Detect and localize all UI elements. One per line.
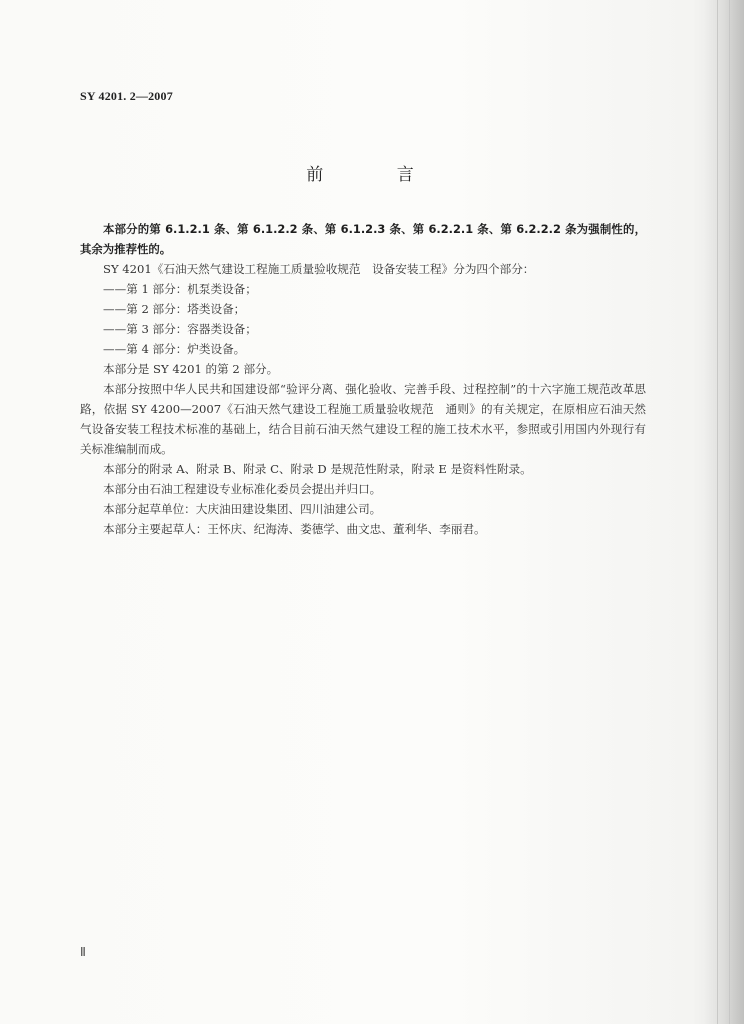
proposer-paragraph: 本部分由石油工程建设专业标准化委员会提出并归口。 (103, 482, 382, 496)
page-title: 前 言 (306, 165, 448, 185)
standard-number: SY 4201. 2—2007 (80, 89, 173, 103)
page-edge-shadow (704, 0, 744, 1024)
part-list-item: ——第 4 部分：炉类设备。 (103, 342, 246, 356)
part-list-item: ——第 1 部分：机泵类设备； (103, 282, 257, 296)
part-list-item: ——第 2 部分：塔类设备； (103, 302, 246, 316)
drafting-units-paragraph: 本部分起草单位：大庆油田建设集团、四川油建公司。 (103, 502, 382, 516)
drafters-paragraph: 本部分主要起草人：王怀庆、纪海涛、娄德学、曲文忠、董利华、李丽君。 (103, 522, 486, 536)
parts-intro-paragraph: SY 4201《石油天然气建设工程施工质量验收规范 设备安装工程》分为四个部分： (103, 262, 535, 276)
foreword-body (80, 219, 646, 539)
page-edge-line-outer (729, 0, 730, 1024)
mandatory-clauses-paragraph: 本部分的第 6.1.2.1 条、第 6.1.2.2 条、第 6.1.2.3 条、第 6.2.2.1 条、第 6.2.2.2 条为强制性的，其余为推荐性的。 (80, 222, 646, 256)
annex-paragraph: 本部分的附录 A、附录 B、附录 C、附录 D 是规范性附录，附录 E 是资料性附录。 (103, 462, 532, 476)
part-statement-paragraph: 本部分是 SY 4201 的第 2 部分。 (103, 362, 279, 376)
page-number: Ⅱ (80, 945, 86, 959)
page-edge-line (717, 0, 718, 1024)
part-list-item: ——第 3 部分：容器类设备； (103, 322, 257, 336)
basis-paragraph: 本部分按照中华人民共和国建设部“验评分离、强化验收、完善手段、过程控制”的十六字施工规范改革思路，依据 SY 4200—2007《石油天然气建设工程施工质量验收规范 通则》的有关规定，在原相应石油天然气设备安装工程技术标准的基础上，结合目前石油天然气建设工程的施工技术水平，参照或引用国内外现行有关标准编制而成。 (80, 382, 646, 456)
